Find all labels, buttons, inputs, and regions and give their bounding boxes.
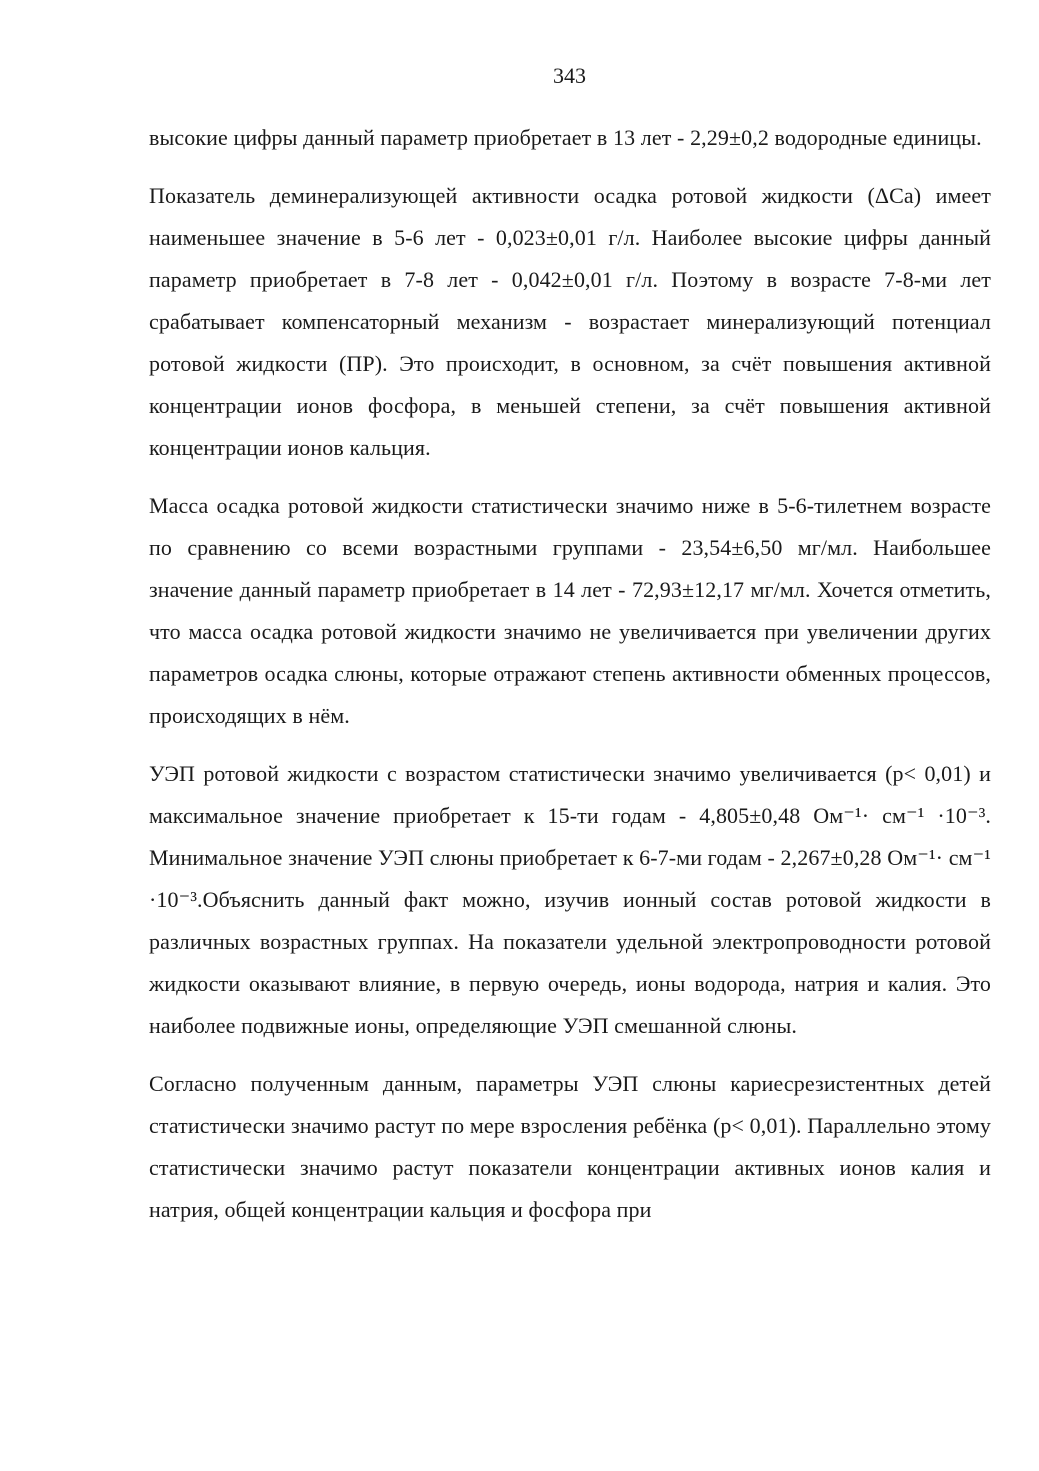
paragraph-ph-continuation: высокие цифры данный параметр приобретает в 13 лет - 2,29±0,2 водородные единицы. — [149, 125, 982, 150]
document-body — [149, 117, 991, 1247]
page-number: 343 — [553, 63, 586, 88]
paragraph-conductivity: УЭП ротовой жидкости с возрастом статистически значимо увеличивается (р< 0,01) и максимальное значение приобретает к 15-ти годам - 4,805±0,48 Ом⁻¹· см⁻¹ ·10⁻³. Минимальное значение УЭП слюны приобретает к 6-7-ми годам - 2,267±0,28 Ом⁻¹· см⁻¹ ·10⁻³.Объяснить данный факт можно, изучив ионный состав ротовой жидкости в различных возрастных группах. На показатели удельной электропроводности ротовой жидкости оказывают влияние, в первую очередь, ионы водорода, натрия и калия. Это наиболее подвижные ионы, определяющие УЭП смешанной слюны. — [149, 761, 991, 1038]
paragraph-conductivity-caries-resistant: Согласно полученным данным, параметры УЭП слюны кариесрезистентных детей статистически значимо растут по мере взросления ребёнка (р< 0,01). Параллельно этому статистически значимо растут показатели концентрации активных ионов калия и натрия, общей концентрации кальция и фосфора при — [149, 1071, 991, 1222]
paragraph-sediment-mass: Масса осадка ротовой жидкости статистически значимо ниже в 5-6-тилетнем возрасте по сравнению со всеми возрастными группами - 23,54±6,50 мг/мл. Наибольшее значение данный параметр приобретает в 14 лет - 72,93±12,17 мг/мл. Хочется отметить, что масса осадка ротовой жидкости значимо не увеличивается при увеличении других параметров осадка слюны, которые отражают степень активности обменных процессов, происходящих в нём. — [149, 493, 991, 728]
paragraph-demineralizing-activity: Показатель деминерализующей активности осадка ротовой жидкости (ΔCa) имеет наименьшее значение в 5-6 лет - 0,023±0,01 г/л. Наиболее высокие цифры данный параметр приобретает в 7-8 лет - 0,042±0,01 г/л. Поэтому в возрасте 7-8-ми лет срабатывает компенсаторный механизм - возрастает минерализующий потенциал ротовой жидкости (ПР). Это происходит, в основном, за счёт повышения активной концентрации ионов фосфора, в меньшей степени, за счёт повышения активной концентрации ионов кальция. — [149, 183, 991, 460]
